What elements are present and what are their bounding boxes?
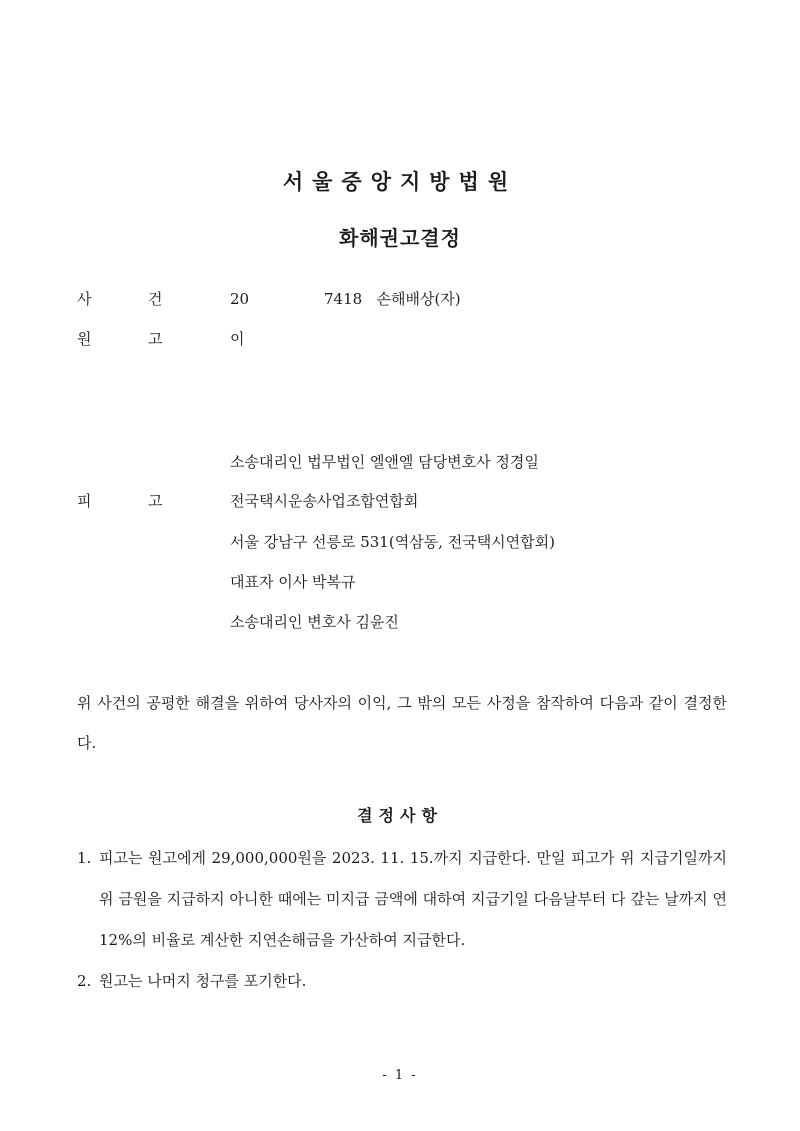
decision-section-title: 결정사항	[357, 806, 443, 825]
defendant-representative: 대표자 이사 박복규	[230, 573, 356, 591]
plaintiff-name: 이	[230, 330, 245, 348]
decision-item-number: 2.	[77, 972, 92, 990]
decision-item-number: 1.	[77, 849, 92, 867]
case-row	[0, 288, 800, 310]
page-number: - 1 -	[382, 1068, 418, 1083]
defendant-attorney-row	[0, 611, 800, 633]
defendant-address: 서울 강남구 선릉로 531(역삼동, 전국택시연합회)	[230, 533, 555, 551]
decision-item-text: 원고는 나머지 청구를 포기한다.	[99, 972, 307, 990]
defendant-attorney: 소송대리인 변호사 김윤진	[230, 613, 399, 631]
decision-item-text: 피고는 원고에게 29,000,000원을 2023. 11. 15.까지 지급한다. 만일 피고가 위 지급기일까지 위 금원을 지급하지 아니한 때에는 미지급 금액에 대하여 지급기일 다음날부터 다 갚는 날까지 연 12%의 비율로 계산한 지연손해금을 가산하여 지급한다.	[99, 849, 727, 949]
plaintiff-label-char-1: 원	[77, 330, 92, 348]
case-number-and-name: 7418 손해배상(자)	[324, 290, 461, 308]
defendant-address-row	[0, 531, 800, 553]
case-label-char-2: 건	[148, 290, 163, 308]
defendant-name: 전국택시운송사업조합연합회	[230, 492, 419, 510]
court-name: 서울중앙지방법원	[282, 170, 518, 194]
intro-paragraph: 위 사건의 공평한 해결을 위하여 당사자의 이익, 그 밖의 모든 사정을 참작하여 다음과 같이 결정한다.	[77, 694, 727, 752]
plaintiff-row	[0, 328, 800, 350]
decision-item	[77, 961, 727, 1002]
defendant-row	[0, 490, 800, 512]
defendant-label-char-2: 고	[148, 492, 163, 510]
plaintiff-attorney-row	[0, 451, 800, 473]
document-title: 화해권고결정	[339, 226, 461, 250]
plaintiff-attorney: 소송대리인 법무법인 엘앤엘 담당변호사 정경일	[230, 453, 539, 471]
plaintiff-label-char-2: 고	[148, 330, 163, 348]
case-year: 20	[230, 290, 250, 308]
decision-item	[77, 838, 727, 961]
case-label-char-1: 사	[77, 290, 92, 308]
defendant-label-char-1: 피	[77, 492, 92, 510]
defendant-representative-row	[0, 571, 800, 593]
